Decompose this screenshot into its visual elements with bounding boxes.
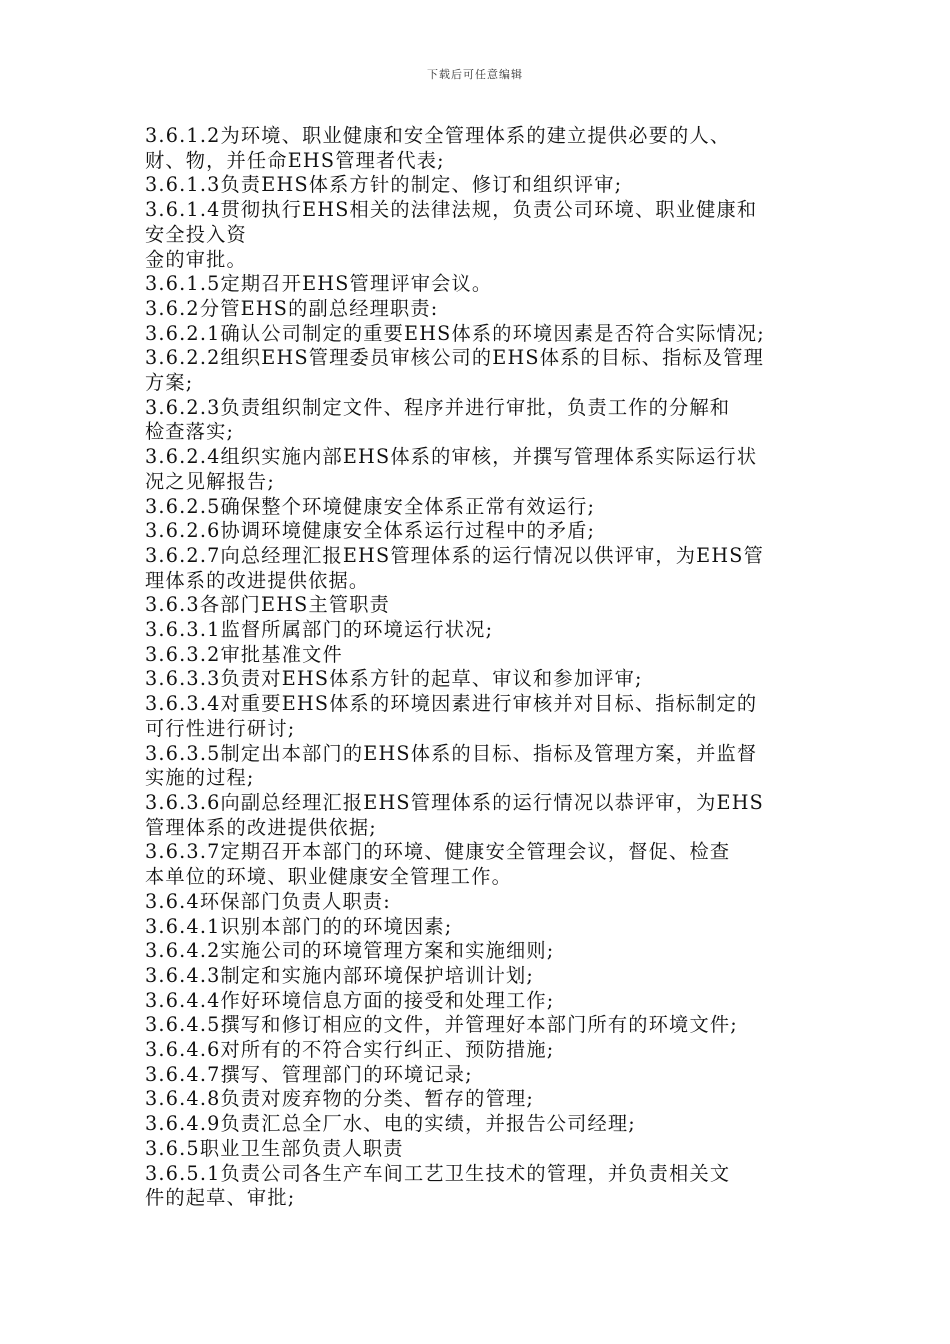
text-line: 3.6.4.3制定和实施内部环境保护培训计划; bbox=[145, 963, 535, 987]
text-line: 3.6.4.4作好环境信息方面的接受和处理工作; bbox=[145, 988, 555, 1012]
text-line: 3.6.1.4贯彻执行EHS相关的法律法规，负责公司环境、职业健康和 bbox=[145, 198, 758, 222]
text-line: 财、物，并任命EHS管理者代表; bbox=[145, 148, 445, 172]
text-line: 3.6.2.5确保整个环境健康安全体系正常有效运行; bbox=[145, 494, 596, 518]
text-line: 可行性进行研讨; bbox=[145, 716, 296, 740]
text-line: 3.6.2.2组织EHS管理委员审核公司的EHS体系的目标、指标及管理 bbox=[145, 346, 765, 370]
text-line: 3.6.2.1确认公司制定的重要EHS体系的环境因素是否符合实际情况; bbox=[145, 321, 765, 345]
text-line: 实施的过程; bbox=[145, 766, 255, 790]
text-line: 3.6.4.5撰写和修订相应的文件，并管理好本部门所有的环境文件; bbox=[145, 1013, 738, 1037]
text-line: 3.6.3.7定期召开本部门的环境、健康安全管理会议，督促、检查 bbox=[145, 840, 731, 864]
document-body bbox=[145, 124, 813, 1211]
text-line: 3.6.2.7向总经理汇报EHS管理体系的运行情况以供评审，为EHS管 bbox=[145, 543, 765, 567]
text-line: 3.6.2.6协调环境健康安全体系运行过程中的矛盾; bbox=[145, 519, 596, 543]
text-line: 3.6.2分管EHS的副总经理职责: bbox=[145, 296, 439, 320]
text-line: 3.6.3.3负责对EHS体系方针的起草、审议和参加评审; bbox=[145, 667, 643, 691]
text-line: 3.6.1.3负责EHS体系方针的制定、修订和组织评审; bbox=[145, 173, 623, 197]
text-line: 3.6.3.5制定出本部门的EHS体系的目标、指标及管理方案，并监督 bbox=[145, 741, 758, 765]
text-line: 3.6.4.6对所有的不符合实行纠正、预防措施; bbox=[145, 1038, 555, 1062]
text-line: 检查落实; bbox=[145, 420, 235, 444]
text-line: 件的起草、审批; bbox=[145, 1186, 296, 1210]
text-line: 3.6.3.1监督所属部门的环境运行状况; bbox=[145, 618, 494, 642]
text-line: 3.6.4.1识别本部门的的环境因素; bbox=[145, 914, 453, 938]
text-line: 3.6.5职业卫生部负责人职责 bbox=[145, 1136, 404, 1160]
text-line: 3.6.3.2审批基准文件 bbox=[145, 642, 343, 666]
text-line: 管理体系的改进提供依据; bbox=[145, 815, 377, 839]
text-line: 3.6.3.4对重要EHS体系的环境因素进行审核并对目标、指标制定的 bbox=[145, 692, 758, 716]
page-header: 下载后可任意编辑 bbox=[427, 68, 523, 81]
text-line: 理体系的改进提供依据。 bbox=[145, 568, 370, 592]
text-line: 3.6.4.9负责汇总全厂水、电的实绩，并报告公司经理; bbox=[145, 1112, 636, 1136]
text-line: 金的审批。 bbox=[145, 247, 247, 271]
text-line: 3.6.4.2实施公司的环境管理方案和实施细则; bbox=[145, 939, 555, 963]
text-line: 3.6.3.6向副总经理汇报EHS管理体系的运行情况以恭评审，为EHS bbox=[145, 790, 765, 814]
text-line: 3.6.2.4组织实施内部EHS体系的审核，并撰写管理体系实际运行状 bbox=[145, 445, 758, 469]
text-line: 3.6.3各部门EHS主管职责 bbox=[145, 593, 391, 617]
text-line: 况之见解报告; bbox=[145, 469, 275, 493]
text-line: 安全投入资 bbox=[145, 222, 247, 246]
text-line: 3.6.1.2为环境、职业健康和安全管理体系的建立提供必要的人、 bbox=[145, 124, 731, 147]
text-line: 3.6.4.8负责对废弃物的分类、暂存的管理; bbox=[145, 1087, 535, 1111]
text-line: 3.6.5.1负责公司各生产车间工艺卫生技术的管理，并负责相关文 bbox=[145, 1161, 731, 1185]
text-line: 3.6.4.7撰写、管理部门的环境记录; bbox=[145, 1062, 473, 1086]
text-line: 方案; bbox=[145, 371, 194, 395]
text-line: 3.6.2.3负责组织制定文件、程序并进行审批，负责工作的分解和 bbox=[145, 395, 731, 419]
text-line: 3.6.1.5定期召开EHS管理评审会议。 bbox=[145, 272, 493, 296]
text-line: 本单位的环境、职业健康安全管理工作。 bbox=[145, 865, 512, 889]
text-line: 3.6.4环保部门负责人职责: bbox=[145, 889, 391, 913]
